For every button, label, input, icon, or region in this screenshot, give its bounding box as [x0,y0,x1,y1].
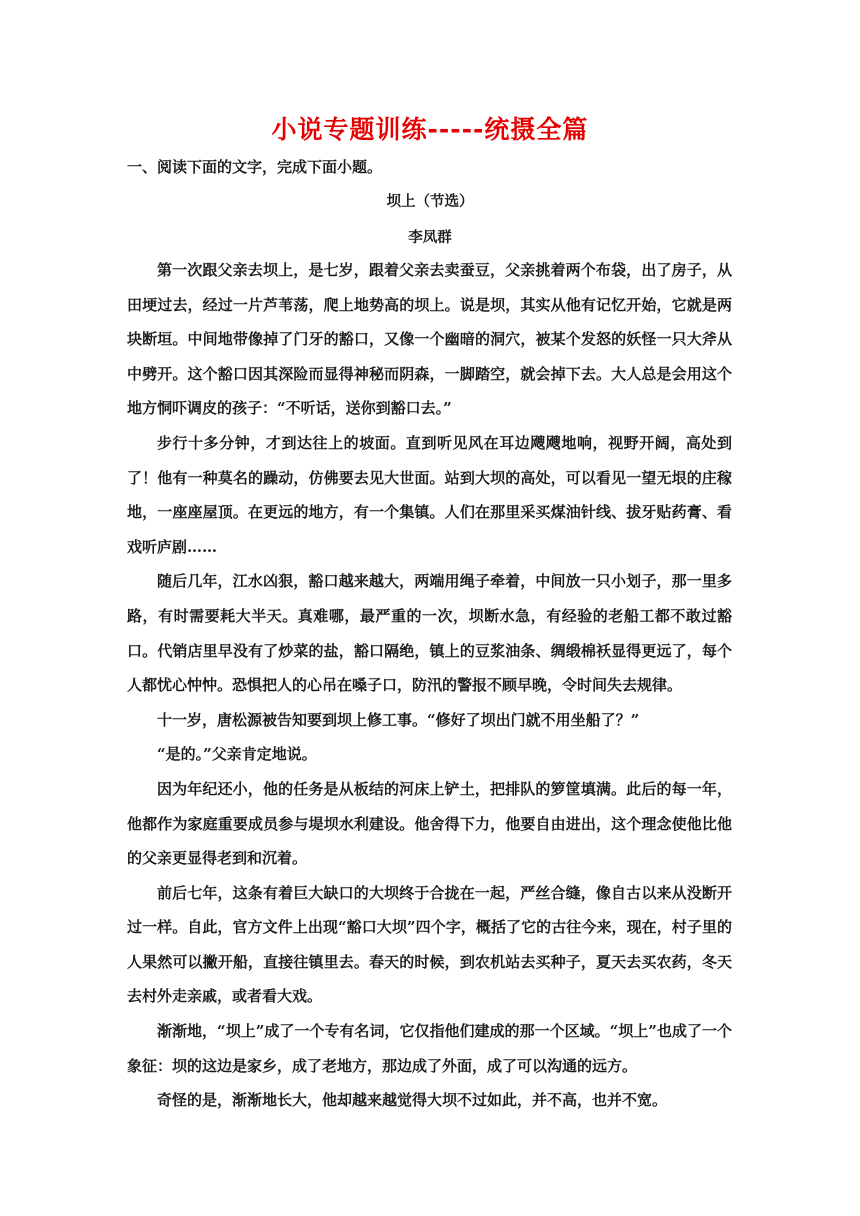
passage-title: 坝上（节选） [386,193,474,210]
paragraph: 随后几年，江水凶狠，豁口越来越大，两端用绳子牵着，中间放一只小划子，那一里多路，有时需要耗大半天。真难哪，最严重的一次，坝断水急，有经验的老船工都不敢过豁口。代销店里早没有了炒菜的盐，豁口隔绝，镇上的豆浆油条、绸缎棉袄显得更远了，每个人都忧心忡忡。恐惧把人的心吊在嗓子口，防汛的警报不顾早晚，令时间失去规律。 [127,572,732,695]
paragraph: 步行十多分钟，才到达往上的坡面。直到听见风在耳边飕飕地响，视野开阔，高处到了！他有一种莫名的躁动，仿佛要去见大世面。站到大坝的高处，可以看见一望无垠的庄稼地，一座座屋顶。在更远的地方，有一个集镇。人们在那里采买煤油针线、拔牙贴药膏、看戏听庐剧…… [127,433,732,556]
paragraph: 渐渐地，“坝上”成了一个专有名词，它仅指他们建成的那一个区域。“坝上”也成了一个象征：坝的这边是家乡，成了老地方，那边成了外面，成了可以沟通的远方。 [127,1022,732,1075]
paragraph: “是的。”父亲肯定地说。 [157,745,317,764]
paragraph: 前后七年，这条有着巨大缺口的大坝终于合拢在一起，严丝合缝，像自古以来从没断开过一样。自此，官方文件上出现“豁口大坝”四个字，概括了它的古往今来，现在，村子里的人果然可以撇开船，直接往镇里去。春天的时候，到农机站去买种子，夏天去买农药，冬天去村外走亲戚，或者看大戏。 [127,883,732,1006]
question-prompt: 一、阅读下面的文字，完成下面小题。 [127,158,383,176]
paragraph: 因为年纪还小，他的任务是从板结的河床上铲土，把排队的箩筐填满。此后的每一年，他都作为家庭重要成员参与堤坝水利建设。他舍得下力，他要自由进出，这个理念使他比他的父亲更显得老到和沉着。 [127,779,732,868]
paragraph: 第一次跟父亲去坝上，是七岁，跟着父亲去卖蚕豆，父亲挑着两个布袋，出了房子，从田埂过去，经过一片芦苇荡，爬上地势高的坝上。说是坝，其实从他有记忆开始，它就是两块断垣。中间地带像掉了门牙的豁口，又像一个幽暗的洞穴，被某个发怒的妖怪一只大斧从中劈开。这个豁口因其深险而显得神秘而阴森，一脚踏空，就会掉下去。大人总是会用这个地方恫吓调皮的孩子：“不听话，送你到豁口去。” [127,261,732,418]
passage-body [127,253,732,1118]
passage-author: 李凤群 [408,229,452,246]
paragraph: 十一岁，唐松源被告知要到坝上修工事。“修好了坝出门就不用坐船了？” [157,710,640,729]
paragraph: 奇怪的是，渐渐地长大，他却越来越觉得大坝不过如此，并不高，也并不宽。 [157,1091,668,1110]
page-title: 小说专题训练-----统摄全篇 [271,115,589,144]
